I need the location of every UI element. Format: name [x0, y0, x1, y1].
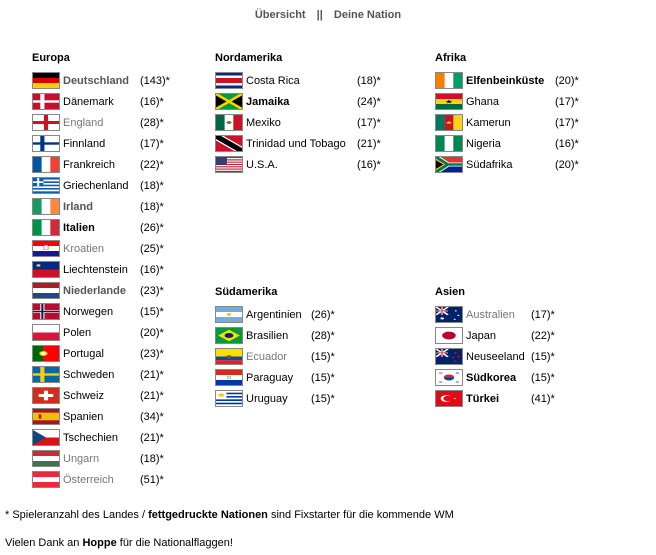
region-title-asien: Asien	[435, 286, 465, 298]
player-count: (15)*	[140, 305, 164, 318]
country-row[interactable]	[32, 133, 164, 154]
country-row[interactable]	[215, 304, 335, 325]
country-name[interactable]: Liechtenstein	[63, 263, 128, 276]
country-name[interactable]: Deutschland	[63, 74, 130, 87]
country-name[interactable]: Mexiko	[246, 116, 281, 129]
country-name[interactable]: Österreich	[63, 473, 114, 486]
flag-jp-icon[interactable]	[435, 327, 463, 344]
flag-ar-icon[interactable]	[215, 306, 243, 323]
flag-de-icon[interactable]	[32, 72, 60, 89]
thanks-text-end: für die Nationalflaggen!	[116, 537, 233, 549]
thanks-text: Vielen Dank an	[5, 537, 83, 549]
country-name[interactable]: Nigeria	[466, 137, 501, 150]
country-row[interactable]	[32, 175, 164, 196]
thanks-note	[5, 537, 233, 549]
country-row[interactable]	[435, 133, 579, 154]
country-name[interactable]: Polen	[63, 326, 92, 339]
nav-overview-link[interactable]: Übersicht	[254, 9, 306, 21]
country-name[interactable]: Portugal	[63, 347, 104, 360]
player-count: (23)*	[140, 347, 164, 360]
country-row[interactable]	[435, 91, 579, 112]
nav-separator: ||	[316, 9, 323, 21]
country-name[interactable]: Elfenbeinküste	[466, 74, 545, 87]
country-name[interactable]: Brasilien	[246, 329, 289, 342]
player-count: (17)*	[140, 137, 164, 150]
country-name[interactable]: Jamaika	[246, 95, 290, 108]
country-name[interactable]: Niederlande	[63, 284, 126, 297]
flag-jm-icon[interactable]	[215, 93, 243, 110]
flag-en-icon[interactable]	[32, 114, 60, 131]
player-count: (15)*	[531, 371, 555, 384]
player-count: (28)*	[140, 116, 164, 129]
country-row[interactable]	[215, 70, 381, 91]
country-row[interactable]	[215, 346, 335, 367]
flag-it-icon[interactable]	[32, 219, 60, 236]
country-name[interactable]: Ungarn	[63, 452, 100, 465]
country-name[interactable]: Tschechien	[63, 431, 119, 444]
flag-tt-icon[interactable]	[215, 135, 243, 152]
player-count: (41)*	[531, 392, 555, 405]
country-row[interactable]	[32, 238, 164, 259]
flag-us-icon[interactable]	[215, 156, 243, 173]
country-row[interactable]	[32, 217, 164, 238]
country-name[interactable]: Finnland	[63, 137, 106, 150]
country-name[interactable]: Paraguay	[246, 371, 294, 384]
country-row[interactable]	[215, 325, 335, 346]
player-count: (15)*	[311, 392, 335, 405]
flag-ec-icon[interactable]	[215, 348, 243, 365]
region-asien	[435, 286, 555, 409]
flag-cm-icon[interactable]	[435, 114, 463, 131]
flag-ie-icon[interactable]	[32, 198, 60, 215]
flag-dk-icon[interactable]	[32, 93, 60, 110]
player-count: (22)*	[140, 158, 164, 171]
player-count: (17)*	[531, 308, 555, 321]
country-row[interactable]	[435, 112, 579, 133]
flag-mx-icon[interactable]	[215, 114, 243, 131]
player-count: (17)*	[357, 116, 381, 129]
country-name[interactable]: Costa Rica	[246, 74, 300, 87]
country-name[interactable]: Neuseeland	[466, 350, 525, 363]
country-row[interactable]	[32, 70, 170, 91]
country-name[interactable]: Türkei	[466, 392, 500, 405]
flag-no-icon[interactable]	[32, 303, 60, 320]
country-name[interactable]: Japan	[466, 329, 496, 342]
country-row[interactable]	[215, 91, 381, 112]
flag-se-icon[interactable]	[32, 366, 60, 383]
country-row[interactable]	[435, 388, 555, 409]
country-row[interactable]	[32, 196, 164, 217]
thanks-bold: Hoppe	[82, 537, 117, 549]
country-row[interactable]	[435, 70, 579, 91]
country-name[interactable]: Griechenland	[63, 179, 129, 192]
flag-pl-icon[interactable]	[32, 324, 60, 341]
player-count: (25)*	[140, 242, 164, 255]
flag-es-icon[interactable]	[32, 408, 60, 425]
player-count: (18)*	[140, 179, 164, 192]
player-count: (16)*	[140, 263, 164, 276]
country-row[interactable]	[32, 154, 164, 175]
flag-li-icon[interactable]	[32, 261, 60, 278]
player-count: (17)*	[555, 95, 579, 108]
region-title-europa: Europa	[32, 52, 70, 64]
flag-kr-icon[interactable]	[435, 369, 463, 386]
country-name[interactable]: Ghana	[466, 95, 500, 108]
country-name[interactable]: Irland	[63, 200, 93, 213]
player-count: (20)*	[555, 74, 579, 87]
country-row[interactable]	[435, 346, 555, 367]
country-row[interactable]	[32, 427, 164, 448]
footnote-bold: fettgedruckte Nationen	[148, 509, 268, 521]
country-name[interactable]: Südafrika	[466, 158, 513, 171]
player-count: (26)*	[311, 308, 335, 321]
flag-gr-icon[interactable]	[32, 177, 60, 194]
footnote-text: * Spieleranzahl des Landes /	[5, 509, 149, 521]
player-count: (22)*	[531, 329, 555, 342]
region-title-nordamerika: Nordamerika	[215, 52, 283, 64]
country-row[interactable]	[215, 133, 381, 154]
country-row[interactable]	[435, 367, 555, 388]
flag-ci-icon[interactable]	[435, 72, 463, 89]
flag-fi-icon[interactable]	[32, 135, 60, 152]
flag-br-icon[interactable]	[215, 327, 243, 344]
country-row[interactable]	[32, 406, 164, 427]
region-title-afrika: Afrika	[435, 52, 467, 64]
country-name[interactable]: Dänemark	[63, 95, 114, 108]
flag-cr-icon[interactable]	[215, 72, 243, 89]
country-row[interactable]	[215, 112, 381, 133]
flag-nl-icon[interactable]	[32, 282, 60, 299]
player-count: (34)*	[140, 410, 164, 423]
flag-gh-icon[interactable]	[435, 93, 463, 110]
country-name[interactable]: Trinidad und Tobago	[246, 137, 346, 150]
country-name[interactable]: Italien	[63, 221, 95, 234]
player-count: (21)*	[140, 389, 164, 402]
country-name[interactable]: Australien	[466, 308, 515, 321]
country-name[interactable]: Schweiz	[63, 389, 104, 402]
player-count: (16)*	[555, 137, 579, 150]
country-name[interactable]: Kroatien	[63, 242, 104, 255]
country-name[interactable]: Kamerun	[466, 116, 511, 129]
country-name[interactable]: Südkorea	[466, 371, 517, 384]
country-row[interactable]	[435, 154, 579, 175]
country-name[interactable]: Norwegen	[63, 305, 114, 318]
country-name[interactable]: Uruguay	[246, 392, 288, 405]
player-count: (20)*	[555, 158, 579, 171]
country-row[interactable]	[32, 301, 164, 322]
player-count: (20)*	[140, 326, 164, 339]
country-row[interactable]	[215, 388, 335, 409]
flag-au-icon[interactable]	[435, 306, 463, 323]
top-navigation	[0, 9, 656, 21]
country-row[interactable]	[32, 385, 164, 406]
country-row[interactable]	[32, 112, 164, 133]
player-count: (16)*	[140, 95, 164, 108]
player-count: (21)*	[140, 431, 164, 444]
flag-tr-icon[interactable]	[435, 390, 463, 407]
player-count: (26)*	[140, 221, 164, 234]
player-count: (15)*	[311, 371, 335, 384]
flag-cz-icon[interactable]	[32, 429, 60, 446]
region-europa	[32, 52, 170, 490]
flag-hu-icon[interactable]	[32, 450, 60, 467]
footnote-text-end: sind Fixstarter für die kommende WM	[267, 509, 454, 521]
country-row[interactable]	[32, 91, 164, 112]
country-name[interactable]: Ecuador	[246, 350, 287, 363]
footnote	[5, 509, 454, 521]
country-row[interactable]	[435, 325, 555, 346]
player-count: (23)*	[140, 284, 164, 297]
country-row[interactable]	[435, 304, 555, 325]
player-count: (21)*	[357, 137, 381, 150]
country-row[interactable]	[32, 364, 164, 385]
country-name[interactable]: England	[63, 116, 104, 129]
flag-nz-icon[interactable]	[435, 348, 463, 365]
player-count: (16)*	[357, 158, 381, 171]
country-row[interactable]	[215, 154, 381, 175]
player-count: (28)*	[311, 329, 335, 342]
flag-ch-icon[interactable]	[32, 387, 60, 404]
flag-fr-icon[interactable]	[32, 156, 60, 173]
flag-hr-icon[interactable]	[32, 240, 60, 257]
region-nordamerika	[215, 52, 381, 175]
country-row[interactable]	[32, 322, 164, 343]
player-count: (17)*	[555, 116, 579, 129]
player-count: (21)*	[140, 368, 164, 381]
country-row[interactable]	[32, 259, 164, 280]
country-row[interactable]	[32, 280, 164, 301]
country-row[interactable]	[32, 469, 164, 490]
player-count: (18)*	[357, 74, 381, 87]
player-count: (51)*	[140, 473, 164, 486]
flag-pt-icon[interactable]	[32, 345, 60, 362]
country-row[interactable]	[32, 343, 164, 364]
country-name[interactable]: U.S.A.	[246, 158, 278, 171]
country-row[interactable]	[32, 448, 164, 469]
country-name[interactable]: Frankreich	[63, 158, 115, 171]
player-count: (15)*	[311, 350, 335, 363]
player-count: (15)*	[531, 350, 555, 363]
flag-za-icon[interactable]	[435, 156, 463, 173]
country-name[interactable]: Schweden	[63, 368, 115, 381]
player-count: (24)*	[357, 95, 381, 108]
region-title-suedamerika: Südamerika	[215, 286, 278, 298]
flag-at-icon[interactable]	[32, 471, 60, 488]
flag-uy-icon[interactable]	[215, 390, 243, 407]
country-row[interactable]	[215, 367, 335, 388]
player-count: (18)*	[140, 452, 164, 465]
flag-py-icon[interactable]	[215, 369, 243, 386]
nav-my-nation-link[interactable]: Deine Nation	[333, 9, 402, 21]
region-afrika	[435, 52, 579, 175]
player-count: (18)*	[140, 200, 164, 213]
region-suedamerika	[215, 286, 335, 409]
player-count: (143)*	[140, 74, 170, 87]
flag-ng-icon[interactable]	[435, 135, 463, 152]
country-name[interactable]: Spanien	[63, 410, 104, 423]
country-name[interactable]: Argentinien	[246, 308, 302, 321]
